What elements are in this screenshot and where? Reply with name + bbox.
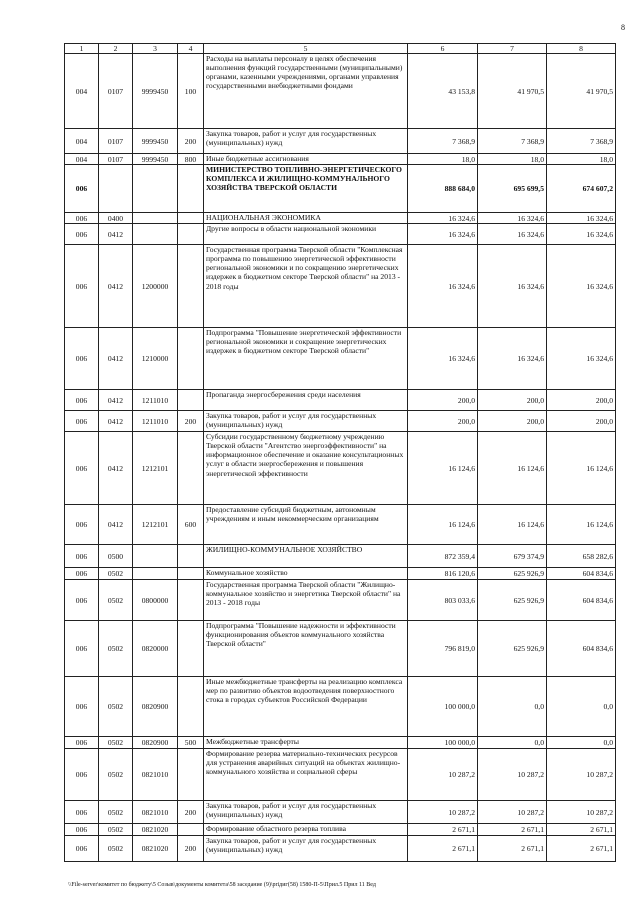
code-cell-2: 0107 [99,129,133,154]
code-cell-3 [133,545,178,568]
amount-cell-6: 16 324,6 [408,245,478,328]
code-cell-4: 500 [178,737,204,749]
table-row [65,568,616,580]
amount-cell-7: 41 970,5 [478,54,547,129]
description-cell: Предоставление субсидий бюджетным, автономным учреждениям и иным некоммерческим организациям [204,505,408,545]
code-cell-3: 9999450 [133,129,178,154]
description-cell: Иные бюджетные ассигнования [204,154,408,165]
code-cell-3 [133,165,178,213]
code-cell-4: 200 [178,129,204,154]
code-cell-4 [178,545,204,568]
code-cell-1: 006 [65,213,99,224]
code-cell-3 [133,224,178,245]
table-row [65,580,616,621]
amount-cell-8: 16 324,6 [547,245,616,328]
amount-cell-6: 7 368,9 [408,129,478,154]
code-cell-2: 0502 [99,801,133,824]
amount-cell-6: 43 153,8 [408,54,478,129]
description-cell: Закупка товаров, работ и услуг для государственных (муниципальных) нужд [204,129,408,154]
code-cell-1: 006 [65,824,99,836]
code-cell-4: 200 [178,801,204,824]
description-cell: МИНИСТЕРСТВО ТОПЛИВНО-ЭНЕРГЕТИЧЕСКОГО КОМПЛЕКСА И ЖИЛИЩНО-КОММУНАЛЬНОГО ХОЗЯЙСТВА ТВЕРСКОЙ ОБЛАСТИ [204,165,408,213]
amount-cell-6: 2 671,1 [408,824,478,836]
code-cell-2: 0412 [99,245,133,328]
header-cell: 2 [99,44,133,54]
amount-cell-8: 7 368,9 [547,129,616,154]
amount-cell-8: 10 287,2 [547,749,616,801]
code-cell-3: 0820900 [133,737,178,749]
amount-cell-6: 10 287,2 [408,749,478,801]
code-cell-1: 006 [65,568,99,580]
file-path-footer: \\File-server\комитет по бюджету\5 Созыв\документы комитета\58 заседание (9)\priдиг(58) 1580-П-5\Прил.5 Прил 11 Вед [68,882,376,888]
amount-cell-7: 10 287,2 [478,749,547,801]
table-row [65,801,616,824]
code-cell-4 [178,824,204,836]
amount-cell-6: 2 671,1 [408,836,478,862]
code-cell-2: 0412 [99,505,133,545]
amount-cell-8: 16 124,6 [547,432,616,505]
code-cell-2: 0502 [99,824,133,836]
amount-cell-7: 16 324,6 [478,224,547,245]
code-cell-3: 0820000 [133,621,178,677]
code-cell-1: 006 [65,245,99,328]
table-row [65,432,616,505]
table-row [65,621,616,677]
amount-cell-8: 604 834,6 [547,580,616,621]
code-cell-2: 0502 [99,836,133,862]
amount-cell-6: 18,0 [408,154,478,165]
code-cell-3 [133,568,178,580]
amount-cell-8: 200,0 [547,411,616,432]
code-cell-4 [178,213,204,224]
table-row [65,836,616,862]
amount-cell-7: 10 287,2 [478,801,547,824]
description-cell: Другие вопросы в области национальной экономики [204,224,408,245]
amount-cell-8: 2 671,1 [547,824,616,836]
amount-cell-6: 100 000,0 [408,737,478,749]
table-row [65,677,616,737]
description-cell: Государственная программа Тверской области "Комплексная программа по повышению энергетической эффективности региональной экономики и по сокращению энергетических издержек в бюджетном секторе Тверской области" на 2013 - 2018 годы [204,245,408,328]
code-cell-1: 006 [65,328,99,390]
table-row [65,411,616,432]
code-cell-1: 006 [65,677,99,737]
amount-cell-7: 625 926,9 [478,580,547,621]
code-cell-3: 1211010 [133,390,178,411]
code-cell-4: 800 [178,154,204,165]
code-cell-3: 1200000 [133,245,178,328]
code-cell-4 [178,432,204,505]
header-cell: 5 [204,44,408,54]
table-row [65,129,616,154]
code-cell-2: 0412 [99,328,133,390]
amount-cell-8: 604 834,6 [547,568,616,580]
code-cell-4: 200 [178,411,204,432]
code-cell-2: 0502 [99,737,133,749]
amount-cell-6: 796 819,0 [408,621,478,677]
amount-cell-7: 2 671,1 [478,824,547,836]
amount-cell-7: 200,0 [478,411,547,432]
code-cell-4 [178,568,204,580]
code-cell-4 [178,328,204,390]
amount-cell-8: 2 671,1 [547,836,616,862]
amount-cell-8: 16 124,6 [547,505,616,545]
header-cell: 1 [65,44,99,54]
code-cell-3 [133,213,178,224]
code-cell-3: 1211010 [133,411,178,432]
amount-cell-7: 7 368,9 [478,129,547,154]
code-cell-4 [178,677,204,737]
table-row [65,154,616,165]
description-cell: Межбюджетные трансферты [204,737,408,749]
code-cell-1: 006 [65,801,99,824]
amount-cell-6: 888 684,0 [408,165,478,213]
amount-cell-7: 625 926,9 [478,621,547,677]
table-row [65,737,616,749]
code-cell-1: 006 [65,580,99,621]
code-cell-1: 006 [65,836,99,862]
code-cell-1: 004 [65,154,99,165]
description-cell: Субсидии государственному бюджетному учреждению Тверской области "Агентство энергоэффективности" на информационное обеспечение и оказание консультационных услуг в области энергосбережения и повышения энергетической эффективности [204,432,408,505]
description-cell: Формирование резерва материально-технических ресурсов для устранения аварийных ситуаций на объектах жилищно-коммунального хозяйства и социальной сферы [204,749,408,801]
code-cell-1: 006 [65,545,99,568]
code-cell-1: 006 [65,432,99,505]
amount-cell-6: 200,0 [408,411,478,432]
header-cell: 8 [547,44,616,54]
code-cell-2: 0400 [99,213,133,224]
code-cell-1: 006 [65,165,99,213]
amount-cell-7: 16 324,6 [478,213,547,224]
code-cell-3: 9999450 [133,54,178,129]
amount-cell-7: 2 671,1 [478,836,547,862]
code-cell-2: 0500 [99,545,133,568]
amount-cell-6: 872 359,4 [408,545,478,568]
code-cell-2: 0502 [99,677,133,737]
description-cell: Пропаганда энергосбережения среди населения [204,390,408,411]
code-cell-4: 600 [178,505,204,545]
code-cell-4 [178,621,204,677]
table-row [65,328,616,390]
table-row [65,245,616,328]
code-cell-4 [178,749,204,801]
amount-cell-6: 100 000,0 [408,677,478,737]
code-cell-3: 0821020 [133,824,178,836]
table-row [65,165,616,213]
code-cell-3: 0800000 [133,580,178,621]
header-cell: 3 [133,44,178,54]
code-cell-4: 200 [178,836,204,862]
amount-cell-8: 0,0 [547,677,616,737]
code-cell-4 [178,580,204,621]
code-cell-1: 004 [65,54,99,129]
description-cell: ЖИЛИЩНО-КОММУНАЛЬНОЕ ХОЗЯЙСТВО [204,545,408,568]
header-row [65,44,616,54]
table-row [65,505,616,545]
amount-cell-7: 16 124,6 [478,432,547,505]
amount-cell-6: 16 324,6 [408,213,478,224]
amount-cell-6: 16 324,6 [408,224,478,245]
code-cell-1: 006 [65,390,99,411]
amount-cell-7: 16 324,6 [478,245,547,328]
description-cell: Подпрограмма "Повышение надежности и эффективности функционирования объектов коммунального хозяйства Тверской области" [204,621,408,677]
code-cell-4: 100 [178,54,204,129]
amount-cell-8: 16 324,6 [547,328,616,390]
code-cell-3: 1210000 [133,328,178,390]
code-cell-2: 0412 [99,411,133,432]
code-cell-2: 0502 [99,568,133,580]
code-cell-2: 0502 [99,580,133,621]
amount-cell-6: 803 033,6 [408,580,478,621]
amount-cell-7: 695 699,5 [478,165,547,213]
description-cell: Иные межбюджетные трансферты на реализацию комплекса мер по развитию объектов водоотведения поверхностного стока в городах субъектов Российской Федерации [204,677,408,737]
amount-cell-8: 200,0 [547,390,616,411]
code-cell-1: 006 [65,411,99,432]
amount-cell-6: 200,0 [408,390,478,411]
description-cell: Закупка товаров, работ и услуг для государственных (муниципальных) нужд [204,836,408,862]
amount-cell-7: 0,0 [478,677,547,737]
code-cell-3: 0821020 [133,836,178,862]
code-cell-3: 1212101 [133,505,178,545]
code-cell-2: 0412 [99,390,133,411]
amount-cell-8: 10 287,2 [547,801,616,824]
header-cell: 4 [178,44,204,54]
table-row [65,213,616,224]
code-cell-2: 0502 [99,749,133,801]
amount-cell-7: 16 324,6 [478,328,547,390]
table-row [65,390,616,411]
code-cell-1: 006 [65,224,99,245]
table-row [65,749,616,801]
amount-cell-8: 604 834,6 [547,621,616,677]
budget-table [64,43,616,862]
code-cell-1: 006 [65,505,99,545]
description-cell: Расходы на выплаты персоналу в целях обеспечения выполнения функций государственными (муниципальными) органами, казенными учреждениями, органами управления государственными внебюджетными фондами [204,54,408,129]
code-cell-1: 006 [65,737,99,749]
amount-cell-6: 16 124,6 [408,432,478,505]
description-cell: Закупка товаров, работ и услуг для государственных (муниципальных) нужд [204,411,408,432]
header-cell: 6 [408,44,478,54]
code-cell-1: 006 [65,749,99,801]
amount-cell-7: 679 374,9 [478,545,547,568]
code-cell-4 [178,224,204,245]
code-cell-2: 0107 [99,154,133,165]
amount-cell-6: 816 120,6 [408,568,478,580]
table-row [65,824,616,836]
description-cell: Коммунальное хозяйство [204,568,408,580]
amount-cell-8: 658 282,6 [547,545,616,568]
table-row [65,545,616,568]
code-cell-2: 0412 [99,432,133,505]
description-cell: Закупка товаров, работ и услуг для государственных (муниципальных) нужд [204,801,408,824]
amount-cell-8: 41 970,5 [547,54,616,129]
code-cell-1: 004 [65,129,99,154]
code-cell-2 [99,165,133,213]
code-cell-2: 0412 [99,224,133,245]
amount-cell-8: 16 324,6 [547,213,616,224]
amount-cell-8: 18,0 [547,154,616,165]
amount-cell-7: 200,0 [478,390,547,411]
amount-cell-7: 625 926,9 [478,568,547,580]
amount-cell-8: 16 324,6 [547,224,616,245]
code-cell-3: 0820900 [133,677,178,737]
code-cell-3: 0821010 [133,801,178,824]
code-cell-1: 006 [65,621,99,677]
amount-cell-6: 10 287,2 [408,801,478,824]
code-cell-3: 1212101 [133,432,178,505]
header-cell: 7 [478,44,547,54]
code-cell-3: 0821010 [133,749,178,801]
code-cell-4 [178,245,204,328]
code-cell-4 [178,390,204,411]
amount-cell-7: 0,0 [478,737,547,749]
table-row [65,224,616,245]
amount-cell-7: 18,0 [478,154,547,165]
code-cell-4 [178,165,204,213]
amount-cell-7: 16 124,6 [478,505,547,545]
description-cell: НАЦИОНАЛЬНАЯ ЭКОНОМИКА [204,213,408,224]
page-number: 8 [621,23,625,32]
table-row [65,54,616,129]
description-cell: Формирование областного резерва топлива [204,824,408,836]
amount-cell-8: 0,0 [547,737,616,749]
code-cell-3: 9999450 [133,154,178,165]
description-cell: Государственная программа Тверской области "Жилищно-коммунальное хозяйство и энергетика Тверской области" на 2013 - 2018 годы [204,580,408,621]
code-cell-2: 0107 [99,54,133,129]
description-cell: Подпрограмма "Повышение энергетической эффективности региональной экономики и сокращение энергетических издержек в бюджетном секторе Тверской области" [204,328,408,390]
amount-cell-8: 674 607,2 [547,165,616,213]
amount-cell-6: 16 324,6 [408,328,478,390]
code-cell-2: 0502 [99,621,133,677]
amount-cell-6: 16 124,6 [408,505,478,545]
